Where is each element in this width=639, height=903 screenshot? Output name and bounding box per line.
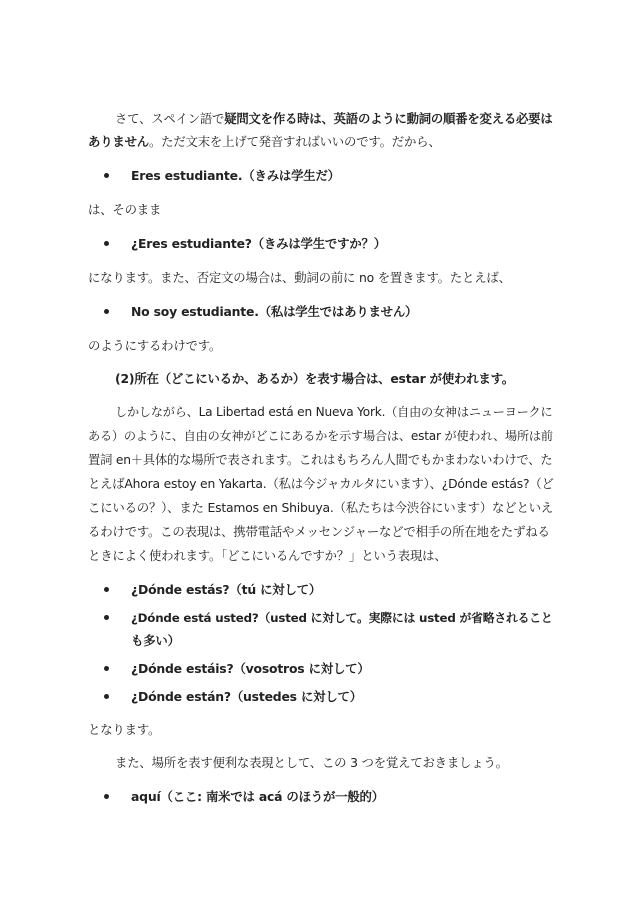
paragraph-line: とえばAhora estoy en Yakarta.（私は今ジャカルタにいます）、¿Dónde estás?（ど xyxy=(88,477,554,491)
example-donde: ¿Dónde estás?（tú に対して） xyxy=(131,582,322,597)
example-negative: No soy estudiante.（私は学生ではありません） xyxy=(131,304,418,319)
bullet-dot xyxy=(104,173,109,178)
paragraph-line: 置詞 en＋具体的な場所で表されます。これはもちろん人間でもかまわないわけで、た xyxy=(88,453,553,467)
intro-line-2: ありません。ただ文末を上げて発音すればいいのです。だから、 xyxy=(88,134,441,149)
paragraph-line: るわけです。この表現は、携帯電話やメッセンジャーなどで相手の所在地をたずねる xyxy=(88,524,550,539)
intro-line-1: さて、スペイン語で疑問文を作る時は、英語のように動詞の順番を変える必要は xyxy=(115,112,553,126)
bullet-dot xyxy=(104,666,109,671)
paragraph-text: になります。また、否定文の場合は、動詞の前に no を置きます。たとえば、 xyxy=(88,270,511,285)
paragraph-line: ときによく使われます。「どこにいるんですか？」という表現は、 xyxy=(88,548,447,563)
section-heading: (2)所在（どこにいるか、あるか）を表す場合は、estar が使われます。 xyxy=(115,371,514,386)
bullet-dot xyxy=(104,794,109,799)
paragraph-text: また、場所を表す便利な表現として、この 3 つを覚えておきましょう。 xyxy=(115,755,508,770)
example-donde: ¿Dónde estáis?（vosotros に対して） xyxy=(131,661,370,676)
bullet-dot xyxy=(104,587,109,592)
example-donde: ¿Dónde están?（ustedes に対して） xyxy=(131,689,362,704)
paragraph-text: のようにするわけです。 xyxy=(88,338,222,353)
example-affirmative: Eres estudiante.（きみは学生だ） xyxy=(131,168,340,183)
example-question: ¿Eres estudiante?（きみは学生ですか？） xyxy=(131,236,386,251)
paragraph-text: は、そのまま xyxy=(88,202,162,217)
example-donde-continuation: も多い） xyxy=(131,633,180,648)
paragraph-text: となります。 xyxy=(88,722,161,737)
bullet-dot xyxy=(104,694,109,699)
bullet-dot xyxy=(104,615,109,620)
bullet-dot xyxy=(104,241,109,246)
paragraph-line: しかしながら、La Libertad está en Nueva York.（自由の女神はニューヨークに xyxy=(115,405,553,419)
example-donde: ¿Dónde está usted?（usted に対して。実際には usted が省略されること xyxy=(131,611,553,625)
paragraph-line: ある）のように、自由の女神がどこにあるかを示す場合は、estar が使われ、場所は前 xyxy=(88,429,553,443)
example-aqui: aquí（ここ: 南米では acá のほうが一般的） xyxy=(131,789,384,804)
paragraph-line: こにいるの？）、また Estamos en Shibuya.（私たちは今渋谷にいます）などといえ xyxy=(88,500,554,515)
bullet-dot xyxy=(104,309,109,314)
